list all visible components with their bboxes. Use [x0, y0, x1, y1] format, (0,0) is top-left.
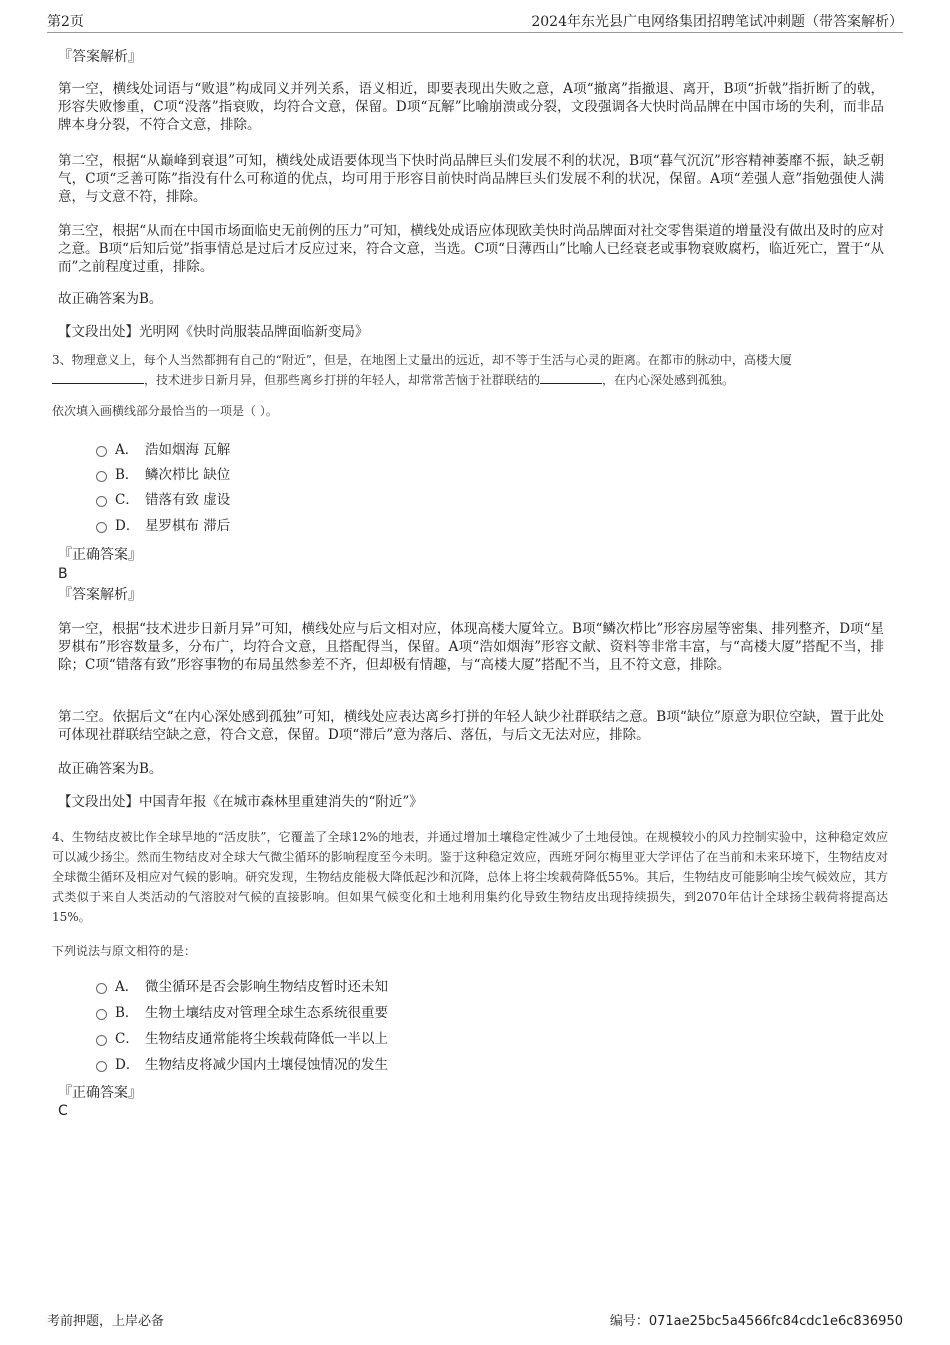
page-header [47, 12, 903, 33]
q3-analysis-label: 『答案解析』 [58, 587, 142, 603]
radio-icon[interactable] [96, 522, 107, 533]
page-footer [47, 1312, 903, 1332]
q2-analysis-para-3: 第三空，根据“从而在中国市场面临史无前例的压力”可知，横线处成语应体现欧美快时尚品牌面对社交零售渠道的增量没有做出及时的应对之意。B项“后知后觉”指事情总是过后才反应过来，符合文意，当选。C项“日薄西山”比喻人已经衰老或事物衰败腐朽，临近死亡，置于“从而”之前程度过重，排除。 [58, 223, 884, 275]
q3-blank-2 [540, 370, 602, 384]
document-id: 编号：071ae25bc5a4566fc84cdc1e6c836950 [609, 1314, 903, 1329]
option-letter: A． [115, 979, 139, 995]
option-letter: D． [115, 518, 140, 534]
q4-prompt: 下列说法与原文相符的是： [52, 944, 197, 958]
option-letter: C． [115, 1031, 139, 1047]
q3-blank-1 [52, 370, 144, 384]
q2-analysis-para-2: 第二空，根据“从巅峰到衰退”可知，横线处成语要体现当下快时尚品牌巨头们发展不利的状况，B项“暮气沉沉”形容精神萎靡不振，缺乏朝气，C项“乏善可陈”指没有什么可称道的优点，均可用于形容目前快时尚品牌巨头们发展不利的状况，保留。A项“差强人意”指勉强使人满意，与文意不符，排除。 [58, 153, 884, 205]
option-text: 生物结皮将减少国内土壤侵蚀情况的发生 [145, 1057, 388, 1073]
footer-slogan: 考前押题，上岸必备 [47, 1314, 165, 1329]
radio-icon[interactable] [96, 471, 107, 482]
q3-analysis-para-2: 第二空。依据后文“在内心深处感到孤独”可知，横线处应表达离乡打拼的年轻人缺少社群联结之意。B项“缺位”原意为职位空缺，置于此处可体现社群联结空缺之意，符合文意，保留。D项“滞后”意为落后、落伍，与后文无法对应，排除。 [58, 709, 884, 743]
option-text: 浩如烟海 瓦解 [145, 442, 231, 458]
q2-analysis-para-1: 第一空，横线处词语与“败退”构成同义并列关系，语义相近，即要表现出失败之意，A项“撤离”指撤退、离开，B项“折戟”指折断了的戟，形容失败惨重，C项“没落”指衰败，均符合文意，保留。D项“瓦解”比喻崩溃或分裂，文段强调各大快时尚品牌在中国市场的失利，而非品牌本身分裂，不符合文意，排除。 [58, 81, 884, 133]
radio-icon[interactable] [96, 1061, 107, 1072]
option-letter: B． [115, 1005, 139, 1021]
option-text: 微尘循环是否会影响生物结皮暂时还未知 [145, 979, 388, 995]
radio-icon[interactable] [96, 496, 107, 507]
q3-source: 【文段出处】中国青年报《在城市森林里重建消失的“附近”》 [58, 794, 423, 810]
document-title: 2024年东光县广电网络集团招聘笔试冲刺题（带答案解析） [531, 14, 903, 30]
q4-answer-label: 『正确答案』 [58, 1085, 142, 1101]
q2-source: 【文段出处】光明网《快时尚服装品牌面临新变局》 [58, 324, 369, 340]
option-letter: D． [115, 1057, 140, 1073]
option-text: 鳞次栉比 缺位 [145, 467, 231, 483]
q3-conclusion: 故正确答案为B。 [58, 761, 163, 777]
option-letter: A． [115, 442, 139, 458]
q3-stem-part-2: ，技术进步日新月异，但那些离乡打拼的年轻人，却常常苦恼于社群联结的 [144, 373, 541, 387]
q3-stem [52, 350, 888, 390]
option-letter: C． [115, 492, 139, 508]
radio-icon[interactable] [96, 1035, 107, 1046]
option-text: 生物土壤结皮对管理全球生态系统很重要 [145, 1005, 388, 1021]
option-text: 错落有致 虚设 [145, 492, 231, 508]
option-text: 生物结皮通常能将尘埃载荷降低一半以上 [145, 1031, 388, 1047]
q3-stem-part-1: 3、物理意义上，每个人当然都拥有自己的“附近”，但是，在地图上丈量出的远近，却不等于生活与心灵的距离。在都市的脉动中，高楼大厦 [52, 353, 792, 367]
option-text: 星罗棋布 滞后 [145, 518, 231, 534]
q2-conclusion: 故正确答案为B。 [58, 291, 163, 307]
q3-answer: B [58, 566, 68, 582]
q3-stem-part-3: ，在内心深处感到孤独。 [602, 373, 735, 387]
option-letter: B． [115, 467, 139, 483]
radio-icon[interactable] [96, 1009, 107, 1020]
q2-analysis-label: 『答案解析』 [58, 49, 142, 65]
q4-answer: C [58, 1103, 68, 1119]
radio-icon[interactable] [96, 446, 107, 457]
page-number: 第2页 [47, 14, 84, 30]
q3-answer-label: 『正确答案』 [58, 547, 142, 563]
q3-prompt: 依次填入画横线部分最恰当的一项是（ ）。 [52, 404, 278, 418]
q3-analysis-para-1: 第一空，根据“技术进步日新月异”可知，横线处应与后文相对应，体现高楼大厦耸立。B项“鳞次栉比”形容房屋等密集、排列整齐，D项“星罗棋布”形容数量多，分布广，均符合文意，且搭配得当，保留。A项“浩如烟海”形容文献、资料等非常丰富，与“高楼大厦”搭配不当，排除；C项“错落有致”形容事物的布局虽然参差不齐，但却极有情趣，与“高楼大厦”搭配不当，且不符文意，排除。 [58, 621, 884, 673]
radio-icon[interactable] [96, 983, 107, 994]
q4-stem: 4、生物结皮被比作全球旱地的“活皮肤”，它覆盖了全球12%的地表，并通过增加土壤稳定性减少了土地侵蚀。在规模较小的风力控制实验中，这种稳定效应可以减少扬尘。然而生物结皮对全球大气微尘循环的影响程度至今未明。鉴于这种稳定效应，西班牙阿尔梅里亚大学评估了在当前和未来环境下，生物结皮对全球微尘循环及相应对气候的影响。研究发现，生物结皮能极大降低起沙和沉降，总体上将尘埃载荷降低55%。其后，生物结皮可能影响尘埃气候效应，其方式类似于来自人类活动的气溶胶对气候的直接影响。但如果气候变化和土地利用集约化导致生物结皮出现持续损失，到2070年估计全球扬尘载荷将提高达15%。 [52, 830, 888, 924]
